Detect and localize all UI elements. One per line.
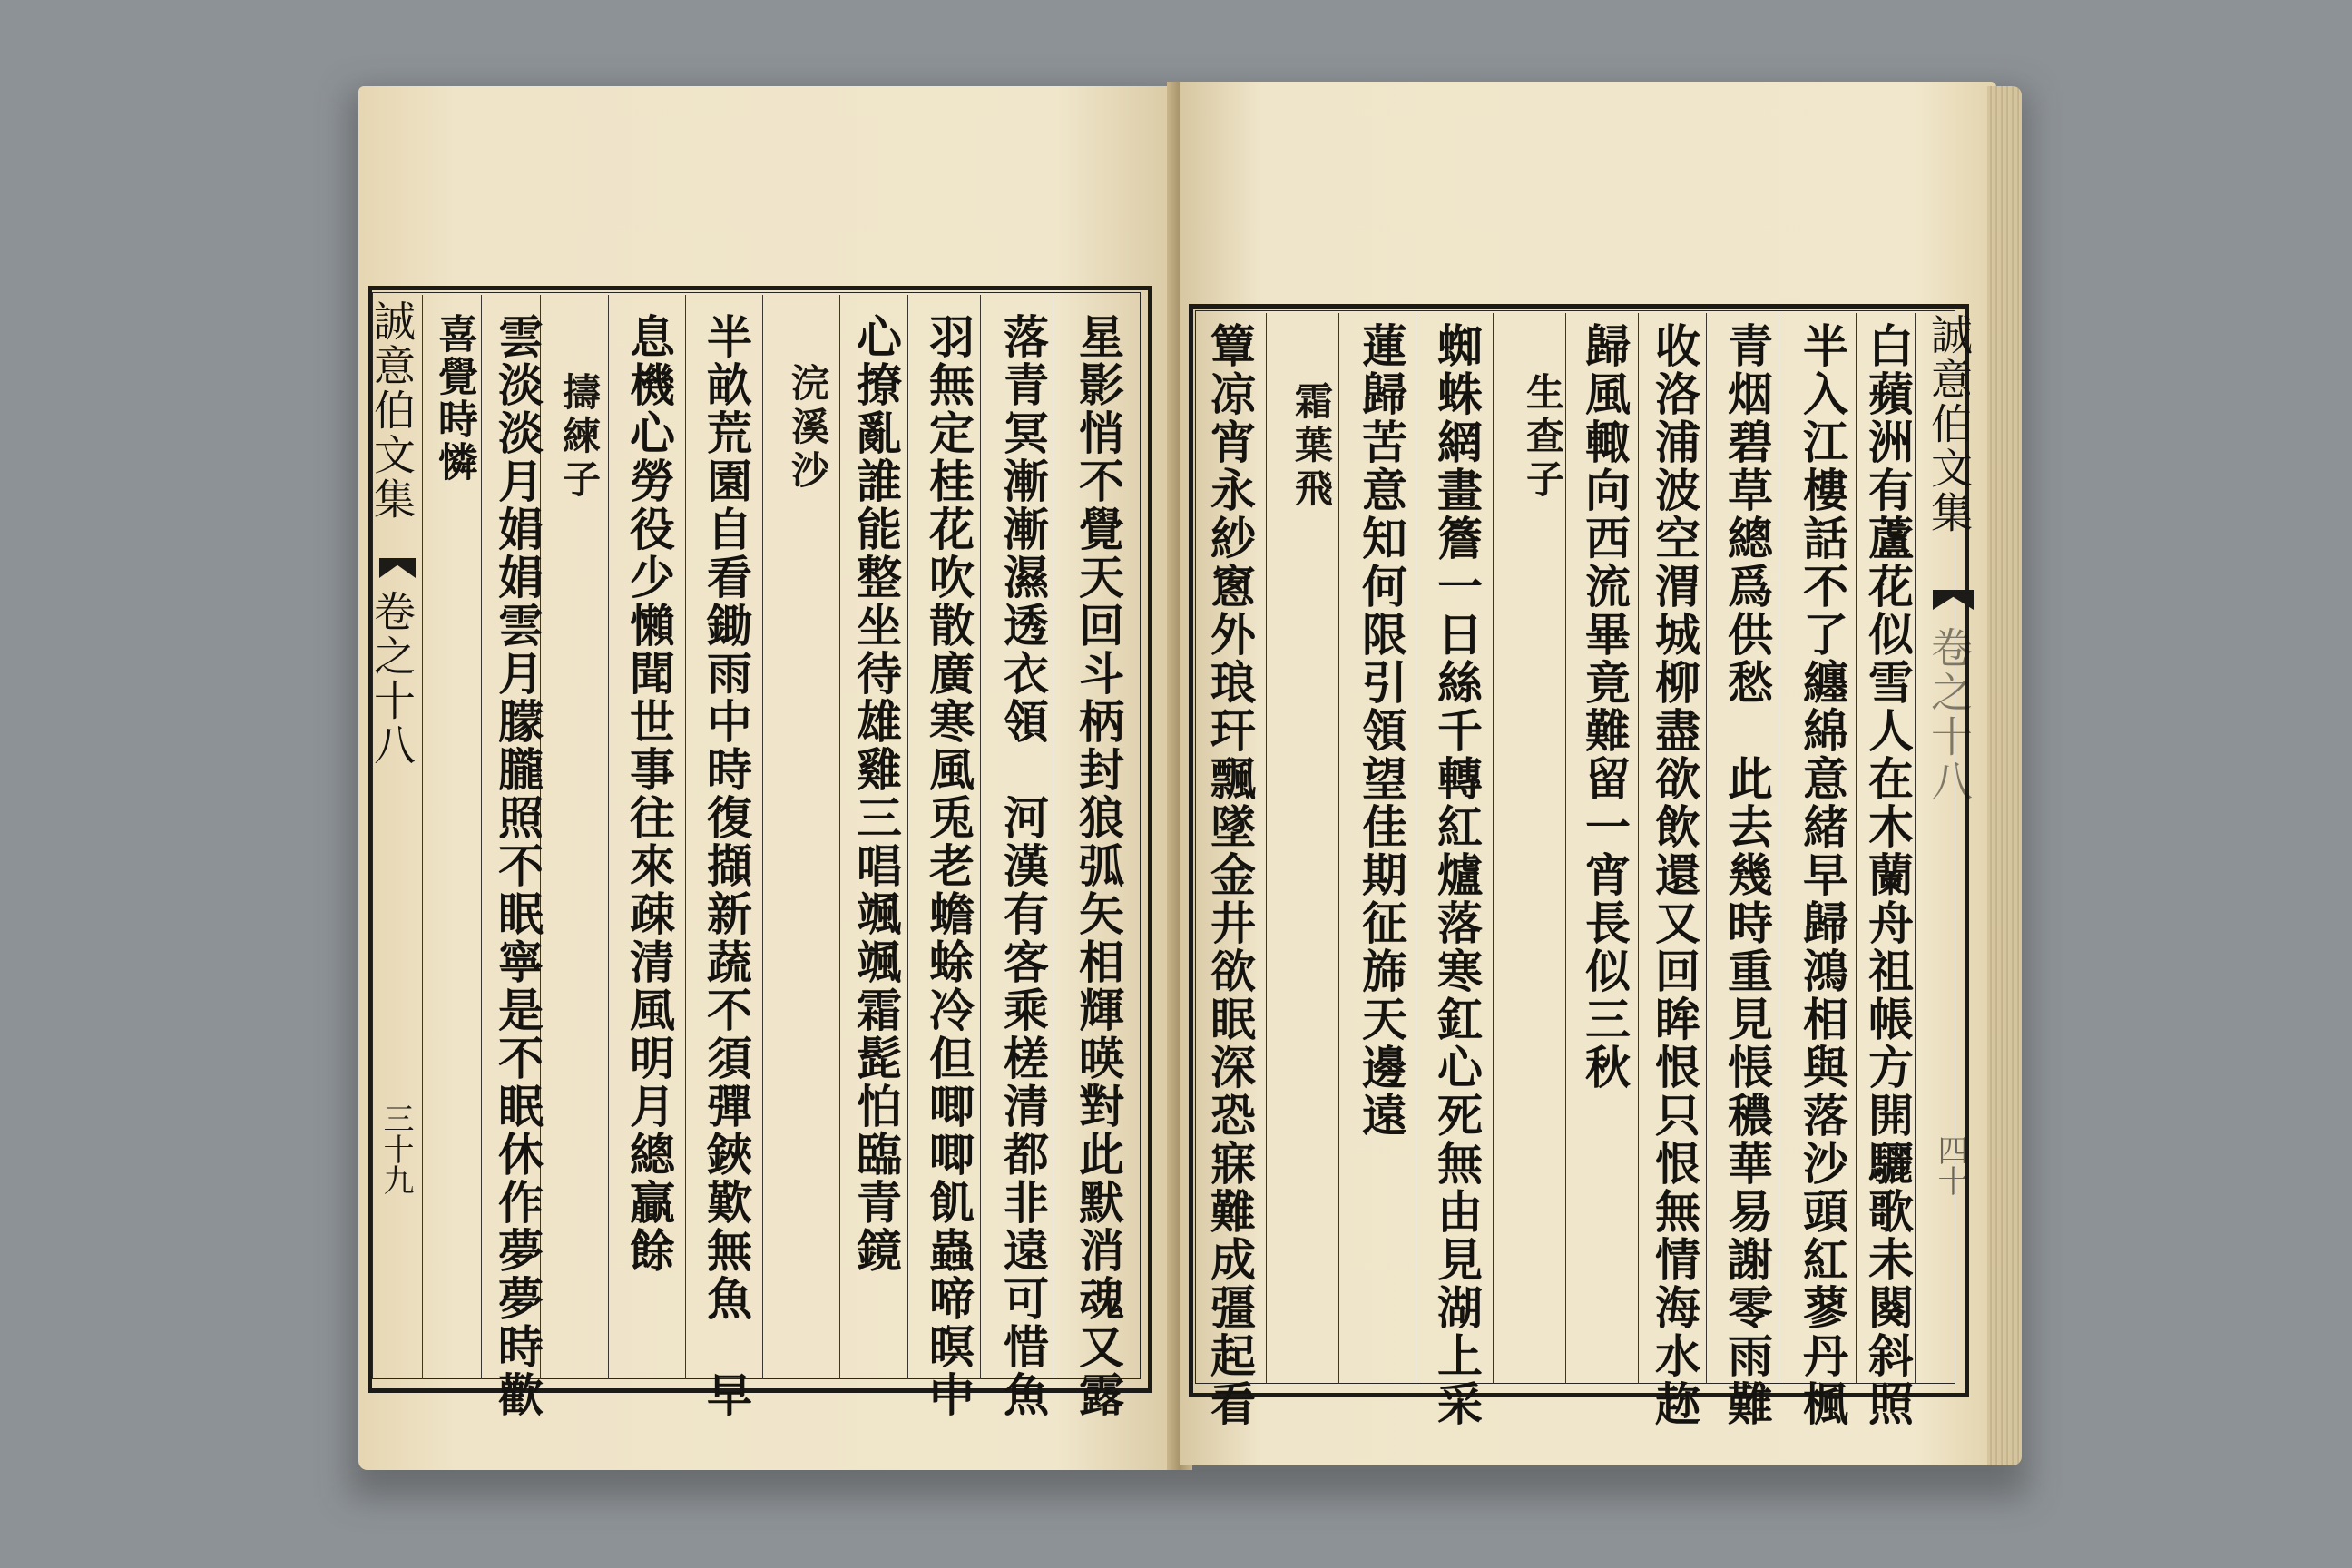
column-rule: [608, 295, 609, 1379]
text-column-r5: 歸風輙向西流畢竟難留一宵長似三秋: [1578, 322, 1632, 1092]
text-column-r3: 青烟碧草總爲供愁 此去幾時重見悵穠華易謝零雨難: [1720, 322, 1774, 1428]
text-column-r10: 簟凉宵永紗窻外琅玕飄墜金井欲眠深恐寐難成彊起看: [1203, 322, 1257, 1428]
left-page-number: 三十九: [377, 1102, 414, 1195]
column-rule: [1338, 313, 1339, 1384]
section-heading-huanxisha: 浣溪沙: [786, 363, 830, 494]
column-rule: [1638, 313, 1639, 1384]
column-rule: [685, 295, 686, 1379]
column-rule: [1493, 313, 1494, 1384]
section-heading-shuangyefei: 霜葉飛: [1289, 381, 1334, 512]
column-rule: [1266, 313, 1267, 1384]
section-heading-shengzhazi: 生查子: [1521, 372, 1565, 503]
right-margin-volume: 卷之十八: [1925, 626, 1974, 804]
text-column-6: 半畝荒園自看鋤雨中時復擷新蔬不須彈鋏歎無魚 早: [700, 313, 753, 1419]
left-margin-rule: [422, 295, 423, 1379]
right-margin-rule: [1915, 313, 1916, 1384]
text-column-3: 羽無定桂花吹散廣寒風兎老蟾蜍冷但唧唧飢蟲啼暝中: [922, 313, 975, 1419]
left-margin-title: 誠意伯文集: [368, 299, 416, 522]
text-column-10: 喜覺時憐: [431, 313, 477, 484]
text-column-9: 雲淡淡月娟娟雲月朦朧照不眠寧是不眠休作夢夢時歡: [491, 313, 544, 1419]
section-heading-daolianzi: 擣練子: [557, 372, 602, 503]
page-stack-edges: [1987, 86, 2022, 1465]
text-column-r1: 白蘋洲有蘆花似雪人在木蘭舟祖帳方開驪歌未闋斜照: [1861, 322, 1915, 1428]
column-rule: [980, 295, 981, 1379]
column-rule: [481, 295, 482, 1379]
text-column-1: 星影悄不覺天回斗柄封狼弧矢相輝暎對此默消魂又露: [1072, 313, 1125, 1419]
text-column-r2: 半入江樓話不了纏綿意緒早歸鴻相與落沙頭紅蓼丹楓: [1796, 322, 1849, 1428]
text-column-7: 息機心勞役少懶聞世事往來疎清風明月總贏餘: [622, 313, 676, 1275]
text-column-r8: 蓮歸苦意知何限引領望佳期征旆天邊遠: [1355, 322, 1408, 1140]
column-rule: [762, 295, 763, 1379]
text-column-r7: 蜘蛛網畫簷一日絲千轉紅爐落寒釭心死無由見湖上采: [1430, 322, 1484, 1428]
right-margin-title: 誠意伯文集: [1925, 313, 1974, 535]
text-column-2: 落青冥漸漸濕透衣領 河漢有客乘槎清都非遠可惜魚: [996, 313, 1050, 1419]
right-page-number: 四十: [1932, 1134, 1968, 1196]
column-rule: [1053, 295, 1054, 1379]
left-margin-volume: 卷之十八: [368, 590, 416, 768]
column-rule: [907, 295, 908, 1379]
column-rule: [1706, 313, 1707, 1384]
column-rule: [839, 295, 840, 1379]
text-column-4: 心撩亂誰能整坐待雄雞三唱颯颯霜髭怕臨青鏡: [849, 313, 903, 1275]
text-column-r4: 收洛浦波空渭城柳盡欲飲還又回眸恨只恨無情海水趂: [1648, 322, 1701, 1428]
column-rule: [1856, 313, 1857, 1384]
